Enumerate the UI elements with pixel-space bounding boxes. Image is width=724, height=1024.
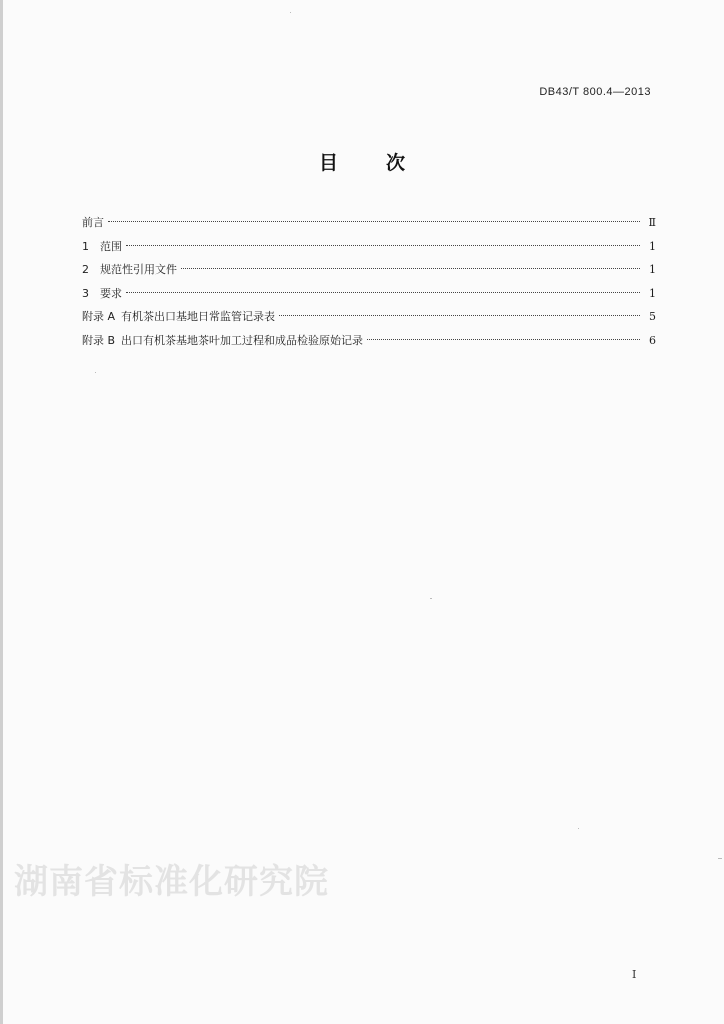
toc-entry-page: 1 <box>649 286 656 300</box>
dot-leader <box>126 245 640 246</box>
toc-entry-title: 出口有机茶基地茶叶加工过程和成品检验原始记录 <box>121 333 364 347</box>
toc-entry-page: 1 <box>649 263 656 277</box>
toc-entry-label <box>82 305 275 329</box>
dot-leader <box>181 268 640 269</box>
toc-entry-label <box>82 329 363 353</box>
toc-entry-number: 1 <box>82 239 89 253</box>
dot-leader <box>126 292 640 293</box>
scan-speck <box>578 828 579 829</box>
scan-speck <box>290 12 291 13</box>
toc-entry-title: 有机茶出口基地日常监管记录表 <box>121 310 276 324</box>
toc-entry-page: 1 <box>649 239 656 253</box>
toc-appendix-prefix: 附录 A <box>82 310 116 324</box>
toc-entry-appendix-b[interactable] <box>82 329 656 353</box>
toc-entry-page: 6 <box>649 333 656 347</box>
toc-entry-number: 2 <box>82 263 89 277</box>
toc-entry-label <box>82 211 104 235</box>
toc-entry-page: 5 <box>649 310 656 324</box>
page-number: I <box>632 968 637 981</box>
toc-entry-title: 规范性引用文件 <box>100 263 177 277</box>
toc-entry-normative-references[interactable] <box>82 258 656 282</box>
title-char-1: 目 <box>318 152 338 174</box>
scan-speck <box>430 598 432 599</box>
toc-entry-title: 要求 <box>100 286 122 300</box>
toc-entry-appendix-a[interactable] <box>82 305 656 329</box>
toc-entry-foreword[interactable] <box>82 211 656 235</box>
toc-entry-title: 前言 <box>82 216 104 229</box>
toc-entry-label <box>82 235 122 259</box>
table-of-contents <box>82 211 656 353</box>
dot-leader <box>367 339 640 340</box>
toc-appendix-prefix: 附录 B <box>82 333 116 347</box>
toc-entry-page: Ⅱ <box>648 216 656 229</box>
toc-entry-number: 3 <box>82 286 89 300</box>
toc-entry-label <box>82 282 122 306</box>
dot-leader <box>108 221 640 222</box>
toc-entry-label <box>82 258 177 282</box>
scan-speck <box>95 372 96 373</box>
dot-leader <box>279 315 640 316</box>
toc-entry-scope[interactable] <box>82 235 656 259</box>
institute-watermark: 湖南省标准化研究院 <box>14 862 329 902</box>
toc-entry-requirements[interactable] <box>82 282 656 306</box>
document-code: DB43/T 800.4—2013 <box>539 86 651 98</box>
scan-speck <box>718 858 722 859</box>
toc-entry-title: 范围 <box>100 239 122 253</box>
title-char-2: 次 <box>386 152 406 174</box>
page-title <box>0 148 724 175</box>
